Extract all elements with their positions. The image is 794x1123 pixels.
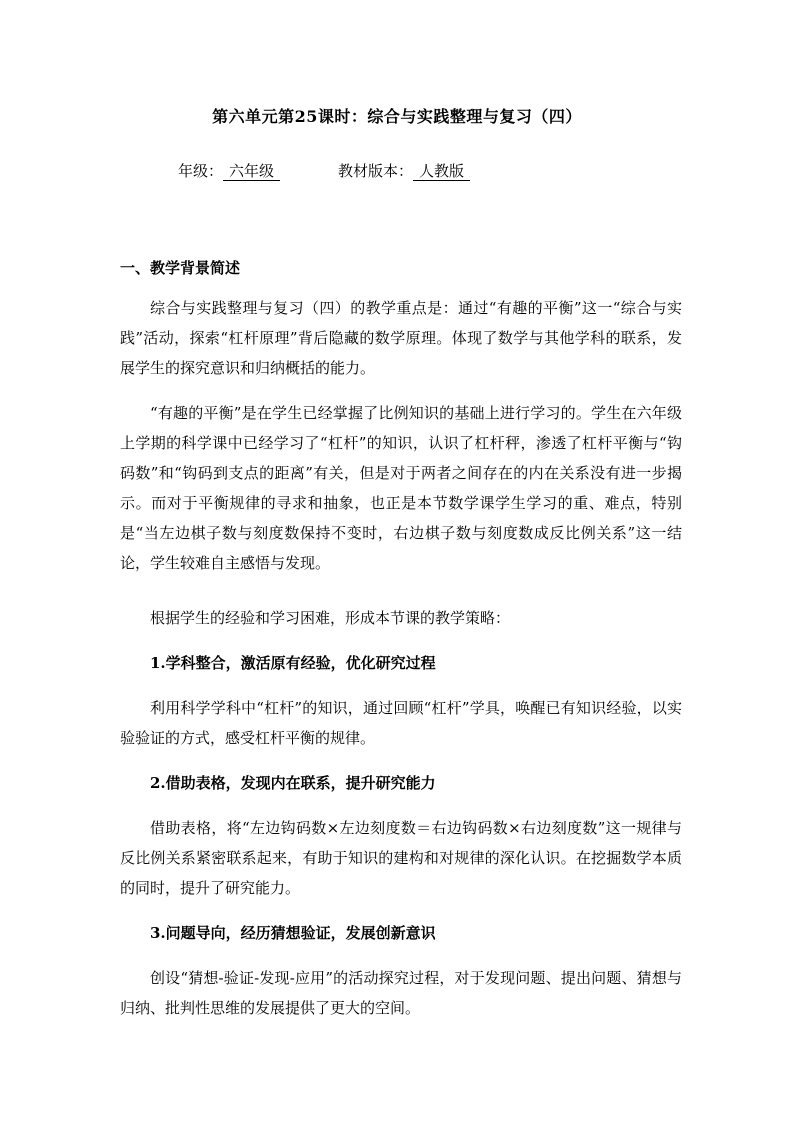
grade-value: 六年级 — [223, 162, 280, 181]
strategy-3-text: 创设“猜想-验证-发现-应用”的活动探究过程，对于发现问题、提出问题、猜想与归纳、批判性思维的发展提供了更大的空间。 — [120, 969, 682, 1017]
strategy-3-heading: 3.问题导向，经历猜想验证，发展创新意识 — [150, 924, 436, 942]
paragraph-2: “有趣的平衡”是在学生已经掌握了比例知识的基础上进行学习的。学生在六年级上学期的科学课中已经学习了“杠杆”的知识，认识了杠杆秤，渗透了杠杆平衡与“钩码数”和“钩码到支点的距离”有关，但是对于两者之间存在的内在关系没有进一步揭示。而对于平衡规律的寻求和抽象，也正是本节数学课学生学习的重、难点，特别是“当左边棋子数与刻度数保持不变时，右边棋子数与刻度数成反比例关系”这一结论，学生较难自主感悟与发现。 — [120, 404, 682, 572]
strategy-2-text: 借助表格，将“左边钩码数×左边刻度数＝右边钩码数×右边刻度数”这一规律与反比例关系紧密联系起来，有助于知识的建构和对规律的深化认识。在挖掘数学本质的同时，提升了研究能力。 — [120, 819, 682, 897]
edition-label: 教材版本： — [338, 162, 414, 180]
strategy-2-heading: 2.借助表格，发现内在联系，提升研究能力 — [150, 774, 436, 792]
paragraph-1: 综合与实践整理与复习（四）的教学重点是：通过“有趣的平衡”这一“综合与实践”活动，探索“杠杆原理”背后隐藏的数学原理。体现了数学与其他学科的联系，发展学生的探究意识和归纳概括的能力。 — [120, 299, 682, 377]
document-meta — [178, 160, 470, 181]
document-title: 第六单元第25课时：综合与实践整理与复习（四） — [212, 107, 582, 126]
edition-value: 人教版 — [413, 162, 470, 181]
paragraph-3: 根据学生的经验和学习困难，形成本节课的教学策略： — [150, 609, 511, 627]
strategy-1-text: 利用科学学科中“杠杆”的知识，通过回顾“杠杆”学具，唤醒已有知识经验，以实验验证的方式，感受杠杆平衡的规律。 — [120, 699, 682, 747]
section-heading: 一、教学背景简述 — [120, 259, 241, 277]
strategy-1-heading: 1.学科整合，激活原有经验，优化研究过程 — [150, 654, 436, 672]
grade-label: 年级： — [178, 162, 224, 180]
